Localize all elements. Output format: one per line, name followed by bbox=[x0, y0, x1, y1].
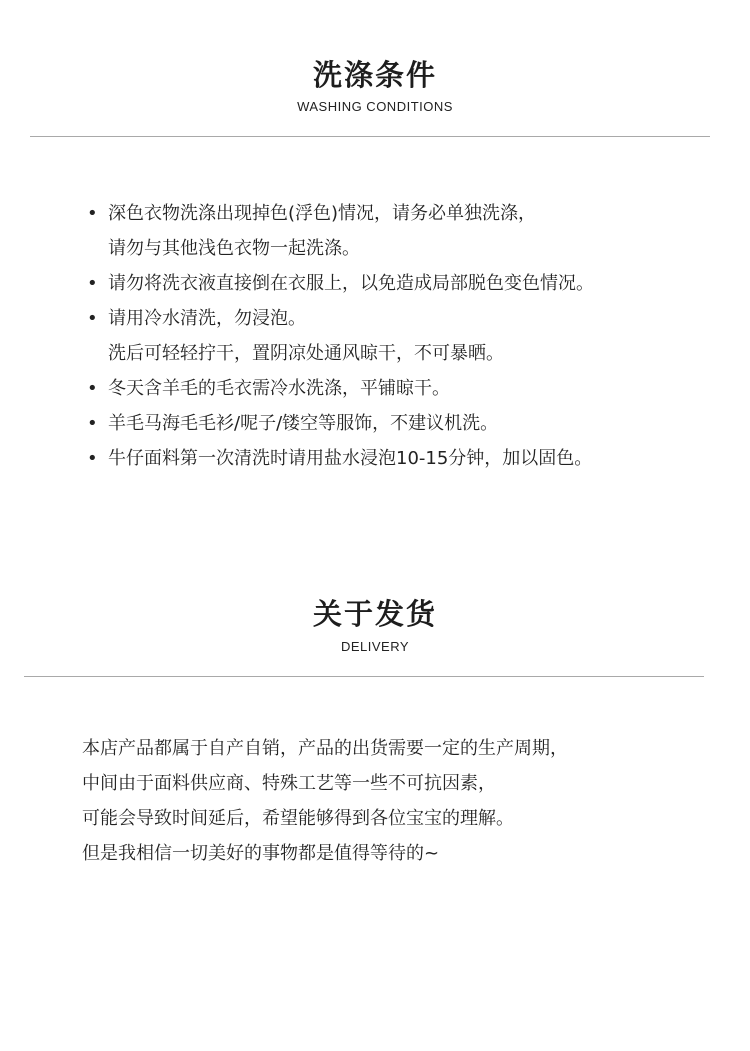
washing-section-title: 洗涤条件 bbox=[312, 58, 437, 92]
delivery-section-title: 关于发货 bbox=[312, 597, 437, 631]
washing-instructions-list bbox=[87, 196, 594, 476]
washing-item-line: 洗后可轻轻拧干，置阴凉处通风晾干，不可暴晒。 bbox=[108, 343, 504, 364]
bullet-icon: • bbox=[87, 203, 98, 224]
delivery-line: 可能会导致时间延后，希望能够得到各位宝宝的理解。 bbox=[82, 808, 514, 829]
delivery-line: 本店产品都属于自产自销，产品的出货需要一定的生产周期， bbox=[82, 738, 568, 759]
washing-item-denim bbox=[87, 441, 594, 476]
delivery-line: 中间由于面料供应商、特殊工艺等一些不可抗因素， bbox=[82, 773, 496, 794]
washing-item-line: 羊毛马海毛毛衫/呢子/镂空等服饰，不建议机洗。 bbox=[108, 413, 499, 434]
washing-item-detergent bbox=[87, 266, 594, 301]
bullet-icon: • bbox=[87, 308, 98, 329]
bullet-icon: • bbox=[87, 413, 98, 434]
delivery-paragraph bbox=[82, 731, 568, 871]
washing-item-color-bleed bbox=[87, 196, 594, 266]
washing-item-line: 请勿与其他浅色衣物一起洗涤。 bbox=[108, 238, 360, 259]
washing-section-subtitle: WASHING CONDITIONS bbox=[297, 99, 453, 114]
delivery-line: 但是我相信一切美好的事物都是值得等待的~ bbox=[82, 843, 440, 864]
washing-item-wool-sweater bbox=[87, 371, 594, 406]
washing-item-line: 冬天含羊毛的毛衣需冷水洗涤，平铺晾干。 bbox=[108, 378, 450, 399]
washing-item-line: 牛仔面料第一次清洗时请用盐水浸泡10-15分钟，加以固色。 bbox=[108, 448, 593, 469]
delivery-section-subtitle: DELIVERY bbox=[340, 639, 410, 654]
delivery-divider bbox=[24, 676, 704, 677]
bullet-icon: • bbox=[87, 273, 98, 294]
washing-item-line: 请勿将洗衣液直接倒在衣服上，以免造成局部脱色变色情况。 bbox=[108, 273, 594, 294]
bullet-icon: • bbox=[87, 378, 98, 399]
washing-item-cold-water bbox=[87, 301, 594, 371]
bullet-icon: • bbox=[87, 448, 98, 469]
washing-item-line: 深色衣物洗涤出现掉色(浮色)情况，请务必单独洗涤， bbox=[108, 203, 537, 224]
washing-divider bbox=[30, 136, 710, 137]
washing-item-line: 请用冷水清洗，勿浸泡。 bbox=[108, 308, 306, 329]
washing-item-no-machine-wash bbox=[87, 406, 594, 441]
